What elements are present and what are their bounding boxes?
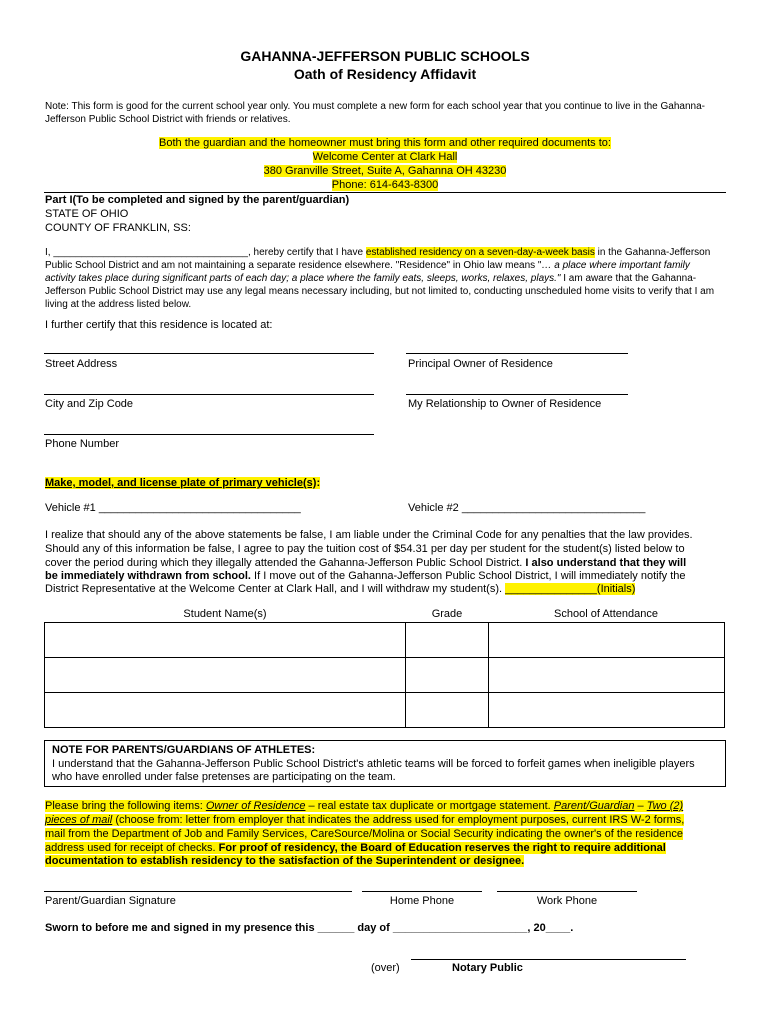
notice-line-3: 380 Granville Street, Suite A, Gahanna OH 43230: [263, 165, 507, 177]
relationship-label: My Relationship to Owner of Residence: [408, 398, 602, 410]
realize-line-1: I realize that should any of the above statements be false, I am liable under the Criminal Code for any penalties that the law provides.: [45, 529, 693, 541]
table-header-student: Student Name(s): [183, 608, 267, 620]
bring-line-3: mail from the Department of Job and Family Services, CareSource/Molina or Social Security indicating the owner's of the residence: [45, 828, 683, 840]
located-at-label: I further certify that this residence is located at:: [45, 319, 273, 331]
notary-line[interactable]: [411, 959, 686, 960]
athletes-line-2: who have enrolled under false pretenses are participating on the team.: [52, 771, 396, 783]
certify-line-3: activity takes place during significant parts of each day; a place where the family eats, sleeps, works, relaxes, plays." I am aware that the Gahanna-: [45, 273, 697, 284]
realize-line-5: District Representative at the Welcome Center at Clark Hall, and I will withdraw my student(s). _______________(Initials): [45, 583, 636, 595]
street-address-label: Street Address: [45, 358, 118, 370]
part1-heading: Part I(To be completed and signed by the parent/guardian): [45, 194, 350, 206]
athletes-heading: NOTE FOR PARENTS/GUARDIANS OF ATHLETES:: [52, 744, 316, 756]
realize-line-3: cover the period during which they illegally attended the Gahanna-Jefferson Public School District. I also understand that they will: [45, 557, 687, 569]
vehicle-heading: Make, model, and license plate of primary vehicle(s):: [45, 477, 321, 489]
section-divider: [44, 192, 726, 193]
street-address-line[interactable]: [44, 353, 374, 354]
city-zip-label: City and Zip Code: [45, 398, 134, 410]
county-label: COUNTY OF FRANKLIN, SS:: [45, 222, 191, 234]
relationship-line[interactable]: [406, 394, 628, 395]
owner-label: Principal Owner of Residence: [408, 358, 553, 370]
bring-line-2: pieces of mail (choose from: letter from employer that indicates the address used for employment purposes, current IRS W-2 forms,: [45, 814, 685, 826]
school-name: GAHANNA-JEFFERSON PUBLIC SCHOOLS: [240, 48, 530, 64]
notice-line-2: Welcome Center at Clark Hall: [312, 151, 458, 163]
athletes-line-1: I understand that the Gahanna-Jefferson Public School District's athletic teams will be forced to forfeit games when ineligible players: [52, 758, 695, 770]
notice-line-4: Phone: 614-643-8300: [331, 179, 439, 191]
phone-label: Phone Number: [45, 438, 119, 450]
realize-line-4: be immediately withdrawn from school. If I move out of the Gahanna-Jefferson Public School District, I will immediately notify the: [45, 570, 686, 582]
parent-signature-line[interactable]: [44, 891, 352, 892]
work-phone-line[interactable]: [497, 891, 637, 892]
grade-cell[interactable]: [405, 622, 489, 658]
grade-cell[interactable]: [405, 657, 489, 693]
certify-line-2: Public School District and am not maintaining a separate residence elsewhere. "Residence" in Ohio law means "… a place where important family: [45, 260, 690, 271]
student-name-cell[interactable]: [44, 657, 406, 693]
note-line-1: Note: This form is good for the current school year only. You must complete a new form for each school year that you continue to live in the Gahanna-: [45, 101, 705, 112]
certify-line-4: Jefferson Public School District may use any legal means necessary including, but not limited to, conducting unscheduled home visits to verify that I am: [45, 286, 715, 297]
phone-line[interactable]: [44, 434, 374, 435]
over-label: (over): [371, 962, 400, 974]
vehicle-2-field[interactable]: Vehicle #2 ______________________________: [408, 502, 646, 514]
certify-line-1: I, ___________________________________, hereby certify that I have established residency on a seven-day-a-week basis in the Gahanna-Jefferson: [45, 247, 711, 258]
table-header-grade: Grade: [431, 608, 463, 620]
school-cell[interactable]: [488, 622, 725, 658]
note-line-2: Jefferson Public School District with friends or relatives.: [45, 114, 291, 125]
certify-line-5: living at the address listed below.: [45, 299, 192, 310]
bring-line-4: address used for receipt of checks. For proof of residency, the Board of Education reserves the right to require additional: [45, 842, 666, 854]
bring-line-1: Please bring the following items: Owner of Residence – real estate tax duplicate or mortgage statement. Parent/Guardian – Two (2): [45, 800, 684, 812]
city-zip-line[interactable]: [44, 394, 374, 395]
parent-signature-label: Parent/Guardian Signature: [45, 895, 176, 907]
student-name-cell[interactable]: [44, 622, 406, 658]
work-phone-label: Work Phone: [536, 895, 598, 907]
school-cell[interactable]: [488, 657, 725, 693]
notice-line-1: Both the guardian and the homeowner must bring this form and other required documents to:: [159, 137, 611, 149]
vehicle-1-field[interactable]: Vehicle #1 _________________________________: [45, 502, 301, 514]
home-phone-line[interactable]: [362, 891, 482, 892]
bring-line-5: documentation to establish residency to the satisfaction of the Superintendent or designee.: [45, 855, 525, 867]
notary-label: Notary Public: [452, 962, 523, 974]
table-header-school: School of Attendance: [554, 608, 658, 620]
student-name-cell[interactable]: [44, 692, 406, 728]
form-title: Oath of Residency Affidavit: [293, 66, 477, 82]
state-label: STATE OF OHIO: [45, 208, 129, 220]
sworn-statement: Sworn to before me and signed in my presence this ______ day of ______________________, 20____.: [45, 922, 574, 934]
owner-line[interactable]: [406, 353, 628, 354]
grade-cell[interactable]: [405, 692, 489, 728]
school-cell[interactable]: [488, 692, 725, 728]
realize-line-2: Should any of this information be false, I agree to pay the tuition cost of $54.31 per day per student for the student(s) listed below to: [45, 543, 685, 555]
home-phone-label: Home Phone: [389, 895, 455, 907]
